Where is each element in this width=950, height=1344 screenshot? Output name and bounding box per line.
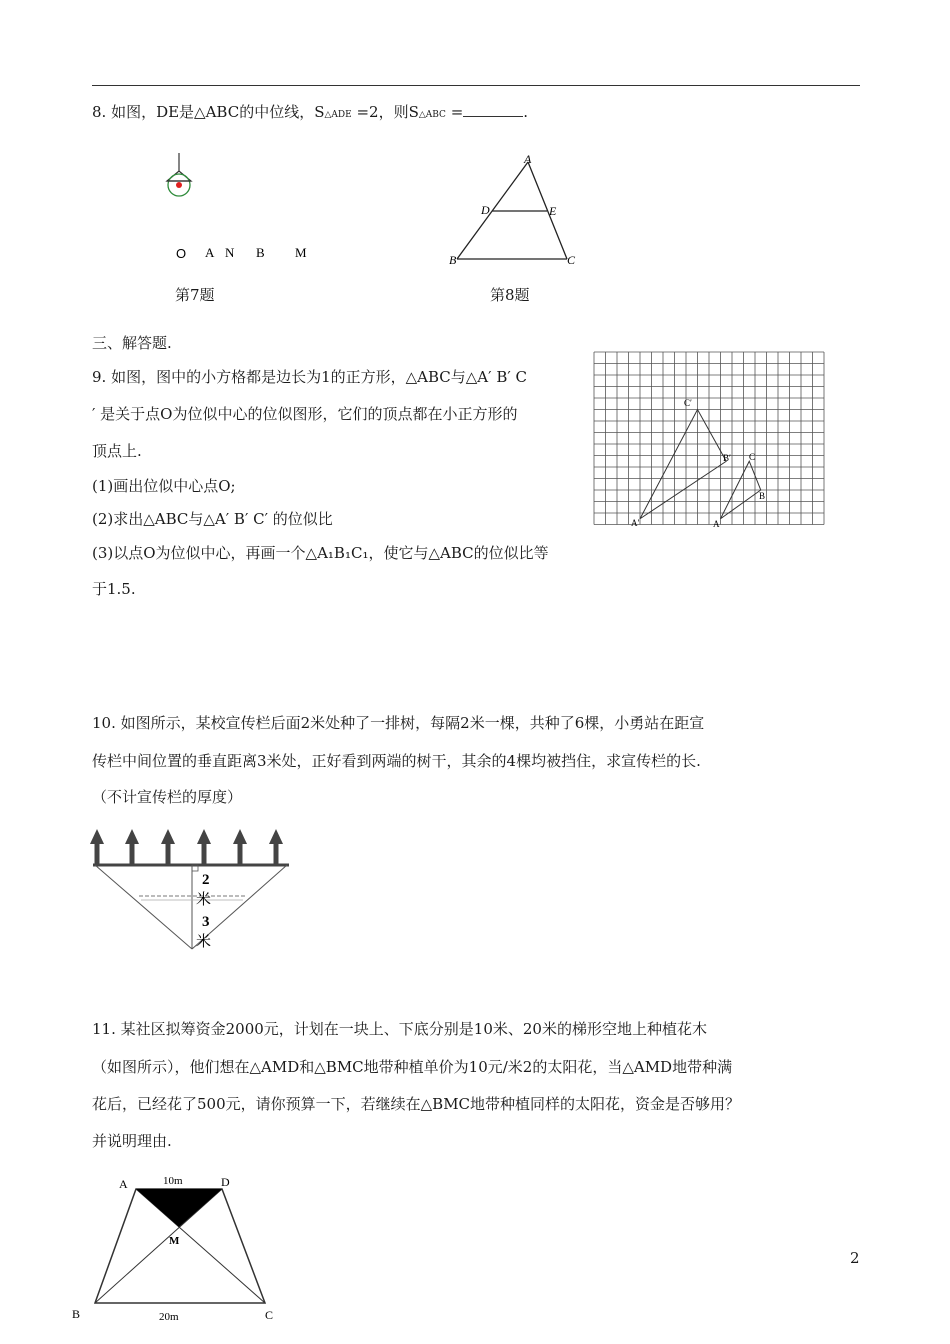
tree-top: [197, 829, 211, 844]
tree-top: [90, 829, 104, 844]
tree-top: [125, 829, 139, 844]
q9-line-3: 顶点上.: [92, 442, 142, 460]
sight-line-left: [95, 865, 192, 949]
vertex-e: E: [549, 204, 557, 218]
trapezoid-figure: [65, 1168, 290, 1328]
label-c-prime: C′: [684, 398, 692, 408]
grid-lines: [594, 352, 824, 525]
label-b-prime: B′: [723, 453, 731, 463]
q9-line-7: 于1.5.: [92, 580, 136, 598]
grid-figure: [592, 350, 826, 534]
q10-line-2: 传栏中间位置的垂直距离3米处，正好看到两端的树干，其余的4棵均被挡住，求宣传栏的长.: [92, 752, 701, 770]
question-8: 8. 如图，DE是△ABC的中位线，S△ADE =2，则S△ABC = .: [92, 103, 529, 121]
distance-3: 3: [202, 914, 210, 930]
vertex-c: C: [567, 253, 576, 267]
header-rule: [92, 85, 860, 86]
tree-trunk: [95, 842, 100, 866]
point-label-a: A: [205, 245, 215, 260]
label-a-prime: A′: [631, 518, 640, 528]
vertex-a: A: [119, 1177, 128, 1191]
label-c: C: [749, 452, 756, 462]
page-number: 2: [850, 1249, 860, 1267]
tree-top: [269, 829, 283, 844]
distance-3-unit: 米: [196, 934, 212, 950]
tree-trunk: [130, 842, 135, 866]
answer-blank: [463, 102, 523, 117]
figure-8: [440, 148, 590, 273]
point-label-m: M: [295, 245, 307, 260]
vertex-a: A: [524, 152, 532, 166]
tree-trunk: [166, 842, 171, 866]
point-label-n: N: [225, 245, 235, 260]
vertex-b: B: [449, 253, 457, 267]
label-a: A: [713, 519, 720, 529]
label-b: B: [759, 491, 766, 501]
q10-line-3: （不计宣传栏的厚度）: [92, 788, 243, 806]
distance-2-unit: 米: [196, 892, 212, 908]
q11-line-4: 并说明理由.: [92, 1132, 172, 1150]
distance-2: 2: [202, 872, 210, 888]
point-label-o: O: [176, 246, 187, 261]
q10-line-1: 10. 如图所示，某校宣传栏后面2米处种了一排树，每隔2米一棵，共种了6棵，小勇站在距宣: [92, 714, 705, 732]
top-base-length: 10m: [163, 1175, 183, 1187]
q9-line-6: (3)以点O为位似中心，再画一个△A₁B₁C₁，使它与△ABC的位似比等: [92, 544, 549, 562]
tree-row: [90, 829, 283, 866]
q11-line-2: （如图所示），他们想在△AMD和△BMC地带种植单价为10元/米2的太阳花，当△AMD地带种满: [92, 1058, 733, 1076]
vertex-d: D: [221, 1175, 230, 1189]
section-heading: 三、解答题.: [92, 334, 172, 352]
tree-trunk: [238, 842, 243, 866]
tree-trunk: [202, 842, 207, 866]
tree-figure: [85, 822, 300, 957]
figure-7-caption: 第7题: [175, 286, 215, 304]
light-source-dot: [176, 182, 182, 188]
q11-line-1: 11. 某社区拟筹资金2000元，计划在一块上、下底分别是10米、20米的梯形空地上种植花木: [92, 1020, 707, 1038]
tree-top: [161, 829, 175, 844]
bottom-base-length: 20m: [159, 1311, 179, 1323]
vertex-b: B: [72, 1307, 81, 1321]
figure-8-caption: 第8题: [490, 286, 530, 304]
vertex-d: D: [481, 203, 490, 217]
q11-line-3: 花后，已经花了500元，请你预算一下，若继续在△BMC地带种植同样的太阳花，资金是否够用？: [92, 1095, 741, 1113]
vertex-c: C: [265, 1308, 274, 1322]
point-label-b: B: [256, 245, 265, 260]
lamp-shade: [167, 171, 191, 181]
triangle-amd-filled: [136, 1189, 222, 1227]
tree-top: [233, 829, 247, 844]
q9-line-5: (2)求出△ABC与△A′ B′ C′ 的位似比: [92, 510, 333, 528]
point-m: M: [169, 1235, 180, 1247]
triangle-a1b1c1: [640, 410, 726, 519]
figure-7: [150, 145, 350, 275]
q9-line-2: ′ 是关于点O为位似中心的位似图形，它们的顶点都在小正方形的: [92, 405, 518, 423]
q9-line-4: (1)画出位似中心点O;: [92, 477, 236, 495]
tree-trunk: [274, 842, 279, 866]
q9-line-1: 9. 如图，图中的小方格都是边长为1的正方形，△ABC与△A′ B′ C: [92, 368, 527, 386]
